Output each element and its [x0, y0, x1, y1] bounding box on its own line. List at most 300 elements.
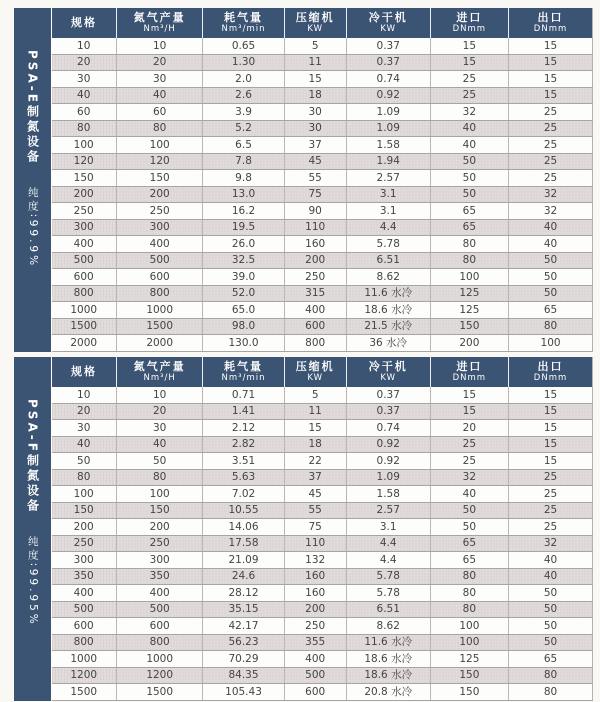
- table-cell: 1000: [116, 302, 203, 319]
- table-cell: 75: [284, 186, 346, 203]
- table-cell: 100: [430, 618, 508, 635]
- table-row: [52, 651, 593, 668]
- table-cell: 100: [116, 137, 203, 154]
- column-unit: DNmm: [533, 372, 568, 383]
- table-cell: 32: [509, 186, 593, 203]
- column-header: [203, 8, 284, 38]
- table-cell: 15: [509, 436, 593, 453]
- table-cell: 30: [52, 420, 117, 437]
- table-cell: 0.92: [346, 436, 430, 453]
- table-cell: 200: [284, 601, 346, 618]
- table-row: [52, 186, 593, 203]
- psa-f-spec-table: [51, 357, 593, 701]
- table-cell: 13.0: [203, 186, 284, 203]
- table-row: [52, 269, 593, 286]
- table-cell: 70.29: [203, 651, 284, 668]
- table-cell: 75: [284, 519, 346, 536]
- column-label: 压缩机: [295, 360, 335, 373]
- table-cell: 0.65: [203, 38, 284, 54]
- table-cell: 300: [52, 219, 117, 236]
- table-cell: 800: [52, 285, 117, 302]
- column-unit: KW: [380, 372, 397, 383]
- column-unit: DNmm: [452, 23, 487, 34]
- table-cell: 1.09: [346, 469, 430, 486]
- column-label: 耗气量: [224, 360, 264, 373]
- table-cell: 1.58: [346, 486, 430, 503]
- table-cell: 2.57: [346, 502, 430, 519]
- table-row: [52, 153, 593, 170]
- table-row: [52, 54, 593, 71]
- table-cell: 5.78: [346, 568, 430, 585]
- table-cell: 22: [284, 453, 346, 470]
- table-cell: 40: [430, 120, 508, 137]
- table-cell: 150: [52, 502, 117, 519]
- table-cell: 7.02: [203, 486, 284, 503]
- table-cell: 125: [430, 285, 508, 302]
- column-header: [284, 8, 346, 38]
- table-cell: 800: [284, 335, 346, 352]
- table-cell: 5.78: [346, 585, 430, 602]
- table-cell: 80: [52, 120, 117, 137]
- table-cell: 120: [52, 153, 117, 170]
- table-cell: 20: [430, 420, 508, 437]
- table-cell: 8.62: [346, 269, 430, 286]
- table-row: [52, 335, 593, 352]
- column-unit: DNmm: [533, 23, 568, 34]
- column-unit: Nm³/H: [143, 23, 176, 34]
- table-cell: 350: [116, 568, 203, 585]
- psa-e-purity-label: 纯度∶99.9%: [26, 186, 39, 268]
- table-cell: 150: [430, 684, 508, 701]
- table-cell: 50: [430, 170, 508, 187]
- table-cell: 80: [430, 585, 508, 602]
- table-row: [52, 618, 593, 635]
- table-cell: 355: [284, 634, 346, 651]
- table-cell: 6.5: [203, 137, 284, 154]
- table-cell: 65: [430, 552, 508, 569]
- table-cell: 20: [116, 54, 203, 71]
- table-cell: 2.6: [203, 87, 284, 104]
- table-cell: 800: [116, 285, 203, 302]
- psa-e-series-label: PSA-E制氮设备: [25, 50, 40, 165]
- table-cell: 18.6 水冷: [346, 302, 430, 319]
- table-cell: 11.6 水冷: [346, 285, 430, 302]
- table-cell: 15: [430, 403, 508, 420]
- psa-f-series-label: PSA-F制氮设备: [25, 399, 40, 514]
- column-unit: KW: [380, 23, 397, 34]
- table-cell: 500: [284, 667, 346, 684]
- table-cell: 600: [52, 618, 117, 635]
- table-cell: 110: [284, 219, 346, 236]
- table-cell: 25: [509, 153, 593, 170]
- column-unit: KW: [307, 372, 324, 383]
- table-cell: 1.41: [203, 403, 284, 420]
- table-row: [52, 453, 593, 470]
- column-label: 压缩机: [295, 11, 335, 24]
- table-cell: 50: [509, 634, 593, 651]
- table-cell: 65: [430, 535, 508, 552]
- table-row: [52, 318, 593, 335]
- table-cell: 50: [116, 453, 203, 470]
- table-cell: 200: [116, 519, 203, 536]
- table-cell: 0.71: [203, 387, 284, 403]
- table-cell: 150: [430, 318, 508, 335]
- table-cell: 40: [509, 219, 593, 236]
- column-header: [430, 8, 508, 38]
- table-cell: 500: [116, 601, 203, 618]
- column-header: [52, 357, 117, 387]
- table-cell: 400: [116, 585, 203, 602]
- table-row: [52, 601, 593, 618]
- table-cell: 36 水冷: [346, 335, 430, 352]
- table-cell: 50: [509, 585, 593, 602]
- table-cell: 4.4: [346, 219, 430, 236]
- table-cell: 150: [52, 170, 117, 187]
- table-row: [52, 252, 593, 269]
- column-label: 出口: [537, 360, 564, 373]
- column-label: 冷干机: [368, 360, 408, 373]
- table-cell: 15: [509, 71, 593, 88]
- table-cell: 100: [52, 486, 117, 503]
- table-cell: 50: [509, 285, 593, 302]
- table-row: [52, 302, 593, 319]
- column-unit: Nm³/H: [143, 372, 176, 383]
- table-cell: 30: [284, 104, 346, 121]
- table-cell: 40: [116, 87, 203, 104]
- header-row: [52, 357, 593, 387]
- table-cell: 2000: [52, 335, 117, 352]
- table-cell: 25: [509, 170, 593, 187]
- table-cell: 250: [284, 618, 346, 635]
- table-row: [52, 170, 593, 187]
- table-row: [52, 104, 593, 121]
- table-cell: 2.12: [203, 420, 284, 437]
- table-cell: 65: [509, 302, 593, 319]
- table-cell: 1.94: [346, 153, 430, 170]
- table-cell: 80: [430, 252, 508, 269]
- table-cell: 150: [430, 667, 508, 684]
- table-cell: 110: [284, 535, 346, 552]
- table-cell: 200: [284, 252, 346, 269]
- table-cell: 15: [509, 403, 593, 420]
- table-row: [52, 420, 593, 437]
- table-cell: 55: [284, 502, 346, 519]
- table-cell: 30: [116, 420, 203, 437]
- table-cell: 1000: [116, 651, 203, 668]
- table-cell: 7.8: [203, 153, 284, 170]
- table-cell: 65.0: [203, 302, 284, 319]
- table-cell: 50: [430, 186, 508, 203]
- table-cell: 600: [52, 269, 117, 286]
- column-label: 进口: [456, 360, 483, 373]
- table-row: [52, 684, 593, 701]
- table-cell: 80: [430, 236, 508, 253]
- table-cell: 350: [52, 568, 117, 585]
- table-row: [52, 203, 593, 220]
- table-cell: 132: [284, 552, 346, 569]
- table-cell: 500: [52, 601, 117, 618]
- table-row: [52, 87, 593, 104]
- table-cell: 5.2: [203, 120, 284, 137]
- table-cell: 50: [430, 502, 508, 519]
- column-label: 冷干机: [368, 11, 408, 24]
- table-cell: 40: [52, 436, 117, 453]
- table-cell: 40: [430, 486, 508, 503]
- table-row: [52, 403, 593, 420]
- psa-e-section: [14, 8, 593, 352]
- table-cell: 1000: [52, 302, 117, 319]
- table-cell: 600: [284, 684, 346, 701]
- table-cell: 250: [52, 535, 117, 552]
- table-cell: 100: [52, 137, 117, 154]
- table-row: [52, 519, 593, 536]
- table-row: [52, 387, 593, 403]
- table-cell: 125: [430, 651, 508, 668]
- table-cell: 315: [284, 285, 346, 302]
- table-cell: 15: [430, 387, 508, 403]
- table-row: [52, 219, 593, 236]
- table-cell: 2.82: [203, 436, 284, 453]
- column-header: [346, 357, 430, 387]
- table-cell: 25: [509, 469, 593, 486]
- table-cell: 5: [284, 387, 346, 403]
- table-cell: 32: [430, 469, 508, 486]
- table-cell: 1500: [52, 318, 117, 335]
- table-cell: 5.63: [203, 469, 284, 486]
- table-cell: 40: [509, 568, 593, 585]
- table-cell: 160: [284, 585, 346, 602]
- column-header: [509, 8, 593, 38]
- table-cell: 3.1: [346, 203, 430, 220]
- table-cell: 300: [52, 552, 117, 569]
- table-cell: 50: [430, 519, 508, 536]
- table-cell: 200: [52, 519, 117, 536]
- table-cell: 11: [284, 54, 346, 71]
- table-cell: 50: [509, 601, 593, 618]
- table-cell: 120: [116, 153, 203, 170]
- column-unit: Nm³/min: [221, 23, 266, 34]
- table-cell: 65: [430, 219, 508, 236]
- table-cell: 3.1: [346, 186, 430, 203]
- table-cell: 250: [116, 203, 203, 220]
- table-cell: 130.0: [203, 335, 284, 352]
- table-cell: 10: [52, 38, 117, 54]
- table-cell: 50: [509, 618, 593, 635]
- table-row: [52, 436, 593, 453]
- table-cell: 25: [509, 104, 593, 121]
- table-cell: 40: [509, 552, 593, 569]
- table-cell: 45: [284, 153, 346, 170]
- column-label: 规格: [70, 15, 97, 29]
- table-cell: 20: [52, 54, 117, 71]
- table-cell: 26.0: [203, 236, 284, 253]
- table-cell: 45: [284, 486, 346, 503]
- table-cell: 15: [509, 453, 593, 470]
- table-cell: 11.6 水冷: [346, 634, 430, 651]
- table-cell: 80: [116, 120, 203, 137]
- table-cell: 1.09: [346, 120, 430, 137]
- header-row: [52, 8, 593, 38]
- table-cell: 15: [509, 38, 593, 54]
- table-cell: 400: [284, 302, 346, 319]
- table-cell: 25: [430, 87, 508, 104]
- table-cell: 39.0: [203, 269, 284, 286]
- table-cell: 20: [116, 403, 203, 420]
- table-cell: 20.8 水冷: [346, 684, 430, 701]
- table-cell: 25: [509, 502, 593, 519]
- table-cell: 30: [284, 120, 346, 137]
- table-cell: 1500: [116, 318, 203, 335]
- table-cell: 100: [116, 486, 203, 503]
- table-cell: 10: [52, 387, 117, 403]
- table-cell: 35.15: [203, 601, 284, 618]
- table-cell: 56.23: [203, 634, 284, 651]
- psa-e-spec-table: [51, 8, 593, 352]
- table-cell: 20: [52, 403, 117, 420]
- table-cell: 98.0: [203, 318, 284, 335]
- table-cell: 25: [430, 436, 508, 453]
- table-cell: 0.37: [346, 54, 430, 71]
- table-cell: 15: [430, 54, 508, 71]
- table-cell: 32: [509, 535, 593, 552]
- table-cell: 0.92: [346, 87, 430, 104]
- table-cell: 3.51: [203, 453, 284, 470]
- table-row: [52, 585, 593, 602]
- psa-e-sidebar: [14, 8, 51, 352]
- table-cell: 600: [284, 318, 346, 335]
- table-cell: 600: [116, 269, 203, 286]
- column-unit: Nm³/min: [221, 372, 266, 383]
- table-cell: 1.09: [346, 104, 430, 121]
- table-cell: 400: [52, 236, 117, 253]
- table-cell: 32: [509, 203, 593, 220]
- table-cell: 25: [430, 71, 508, 88]
- column-header: [430, 357, 508, 387]
- table-cell: 200: [430, 335, 508, 352]
- table-cell: 18.6 水冷: [346, 667, 430, 684]
- table-cell: 250: [284, 269, 346, 286]
- table-cell: 60: [116, 104, 203, 121]
- table-cell: 1000: [52, 651, 117, 668]
- table-cell: 0.37: [346, 403, 430, 420]
- column-header: [203, 357, 284, 387]
- table-cell: 50: [509, 269, 593, 286]
- table-cell: 18: [284, 87, 346, 104]
- table-cell: 600: [116, 618, 203, 635]
- table-cell: 0.37: [346, 38, 430, 54]
- table-cell: 2.0: [203, 71, 284, 88]
- column-unit: DNmm: [452, 372, 487, 383]
- table-cell: 37: [284, 137, 346, 154]
- column-label: 规格: [70, 364, 97, 378]
- psa-f-purity-label: 纯度∶99.95%: [26, 535, 39, 627]
- table-cell: 50: [509, 252, 593, 269]
- table-cell: 250: [52, 203, 117, 220]
- table-cell: 1.30: [203, 54, 284, 71]
- table-cell: 80: [509, 667, 593, 684]
- column-unit: KW: [307, 23, 324, 34]
- table-cell: 15: [509, 87, 593, 104]
- table-cell: 300: [116, 552, 203, 569]
- table-cell: 10: [116, 387, 203, 403]
- column-header: [284, 357, 346, 387]
- table-cell: 84.35: [203, 667, 284, 684]
- table-cell: 500: [116, 252, 203, 269]
- table-cell: 0.92: [346, 453, 430, 470]
- table-cell: 800: [52, 634, 117, 651]
- table-cell: 100: [509, 335, 593, 352]
- table-cell: 1500: [116, 684, 203, 701]
- table-cell: 2.57: [346, 170, 430, 187]
- table-cell: 4.4: [346, 535, 430, 552]
- table-cell: 40: [509, 236, 593, 253]
- table-cell: 2000: [116, 335, 203, 352]
- table-cell: 80: [430, 601, 508, 618]
- table-cell: 1200: [116, 667, 203, 684]
- table-row: [52, 486, 593, 503]
- table-cell: 160: [284, 568, 346, 585]
- table-cell: 28.12: [203, 585, 284, 602]
- table-cell: 30: [116, 71, 203, 88]
- table-cell: 9.8: [203, 170, 284, 187]
- column-label: 出口: [537, 11, 564, 24]
- column-header: [509, 357, 593, 387]
- column-header: [52, 8, 117, 38]
- table-cell: 400: [52, 585, 117, 602]
- table-cell: 16.2: [203, 203, 284, 220]
- table-cell: 90: [284, 203, 346, 220]
- table-cell: 80: [430, 568, 508, 585]
- table-cell: 80: [116, 469, 203, 486]
- table-cell: 21.09: [203, 552, 284, 569]
- table-cell: 5.78: [346, 236, 430, 253]
- table-cell: 18: [284, 436, 346, 453]
- table-cell: 6.51: [346, 252, 430, 269]
- table-row: [52, 667, 593, 684]
- table-cell: 25: [509, 137, 593, 154]
- table-cell: 37: [284, 469, 346, 486]
- table-cell: 15: [284, 71, 346, 88]
- table-row: [52, 502, 593, 519]
- table-row: [52, 38, 593, 54]
- table-row: [52, 137, 593, 154]
- table-cell: 25: [509, 120, 593, 137]
- psa-f-section: [14, 357, 593, 701]
- table-cell: 15: [430, 38, 508, 54]
- table-cell: 14.06: [203, 519, 284, 536]
- table-cell: 400: [116, 236, 203, 253]
- table-row: [52, 568, 593, 585]
- table-cell: 15: [509, 420, 593, 437]
- table-cell: 200: [52, 186, 117, 203]
- column-header: [346, 8, 430, 38]
- table-cell: 250: [116, 535, 203, 552]
- table-cell: 25: [509, 486, 593, 503]
- table-cell: 800: [116, 634, 203, 651]
- table-cell: 160: [284, 236, 346, 253]
- table-cell: 1200: [52, 667, 117, 684]
- table-cell: 17.58: [203, 535, 284, 552]
- table-cell: 0.74: [346, 71, 430, 88]
- column-label: 进口: [456, 11, 483, 24]
- table-row: [52, 634, 593, 651]
- table-cell: 21.5 水冷: [346, 318, 430, 335]
- table-cell: 42.17: [203, 618, 284, 635]
- table-row: [52, 285, 593, 302]
- table-cell: 0.37: [346, 387, 430, 403]
- column-label: 氮气产量: [133, 360, 186, 373]
- table-row: [52, 552, 593, 569]
